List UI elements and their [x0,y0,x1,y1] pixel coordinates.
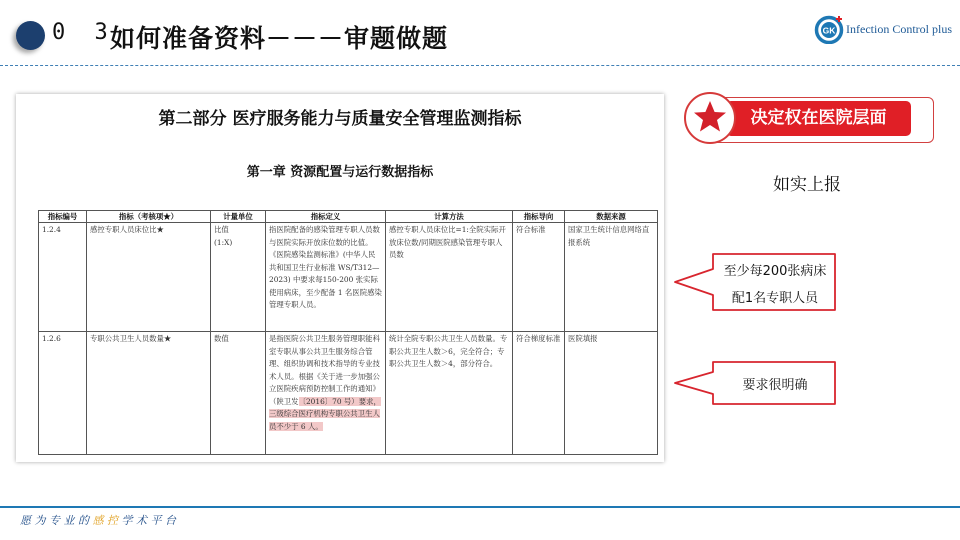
decision-banner [684,92,933,145]
callout-text: 要求很明确 [742,378,808,393]
col-header-indicator: 指标（考核项★） [87,211,211,223]
col-header-method: 计算方法 [386,211,513,223]
header-divider [0,65,960,66]
cell-source: 国家卫生统计信息网络直报系统 [565,223,658,332]
col-header-unit: 计量单位 [211,211,266,223]
callout-line-1: 至少每200张病床 [723,264,827,279]
document-chapter-title: 第一章 资源配置与运行数据指标 [246,165,434,180]
col-header-definition: 指标定义 [266,211,386,223]
star-badge [684,92,736,144]
requirement-callout [673,360,837,406]
highlighted-requirement: 〔2016〕70 号）要求，三级综合医疗机构专职公共卫生人员不少于 6 人。 [269,396,381,431]
star-icon [692,99,728,135]
document-excerpt [16,94,664,462]
cell-method: 统计全院专职公共卫生人员数量。专职公共卫生人数＞6，完全符合；专职公共卫生人数＞4，部分符合。 [386,332,513,455]
cell-indicator: 专职公共卫生人员数量★ [87,332,211,455]
cell-id: 1.2.6 [39,332,87,455]
banner-text: 决定权在医院层面 [726,101,911,136]
cell-direction: 符合梯度标准 [513,332,565,455]
cell-unit: 比值 (1:X) [211,223,266,332]
col-header-id: 指标编号 [39,211,87,223]
section-number: 0 3 [52,20,116,45]
logo-text: Infection Control plus [846,22,952,36]
slogan-part: 学 术 平 台 [117,514,176,527]
slide-title: 如何准备资料－－－审题做题 [110,24,449,53]
cell-definition [266,332,386,455]
table-header-row [39,211,658,223]
logo-mark: GK [822,25,836,36]
cell-method: 感控专职人员床位比=1:全院实际开放床位数/同期医院感染管理专职人员数 [386,223,513,332]
cell-source: 医院填报 [565,332,658,455]
col-header-source: 数据来源 [565,211,658,223]
cell-direction: 符合标准 [513,223,565,332]
col-header-direction: 指标导向 [513,211,565,223]
definition-text: 是指医院公共卫生服务管理职能科室专职从事公共卫生服务综合管理、组织协调和技术指导的专业技术人员。根据《关于进一步加强公立医院疾病预防控制工作的通知》（陕卫发 [269,334,380,406]
table-row [39,223,658,332]
document-part-title: 第二部分 医疗服务能力与质量安全管理监测指标 [158,109,522,129]
gk-logo-icon [814,14,844,44]
indicator-table [38,210,658,455]
slogan-highlight: 感 控 [92,514,118,527]
footer-divider [0,506,960,508]
cell-id: 1.2.4 [39,223,87,332]
callout-line-2: 配1名专职人员 [731,291,819,306]
cell-unit: 数值 [211,332,266,455]
bed-ratio-callout [673,252,837,312]
cell-definition: 指医院配备的感染管理专职人员数与医院实际开放床位数的比值。《医院感染监测标准》(中华人民共和国卫生行业标准 WS/T312—2023) 中要求每150-200 张实际使用病床，至少配备 1 名医院感染管理专职人员。 [266,223,386,332]
table-row [39,332,658,455]
cell-indicator: 感控专职人员床位比★ [87,223,211,332]
slogan-part: 愿 为 专 业 的 [20,514,93,527]
footer-slogan [20,512,176,528]
section-bullet-circle [16,21,45,50]
report-truthfully-text: 如实上报 [773,175,841,195]
